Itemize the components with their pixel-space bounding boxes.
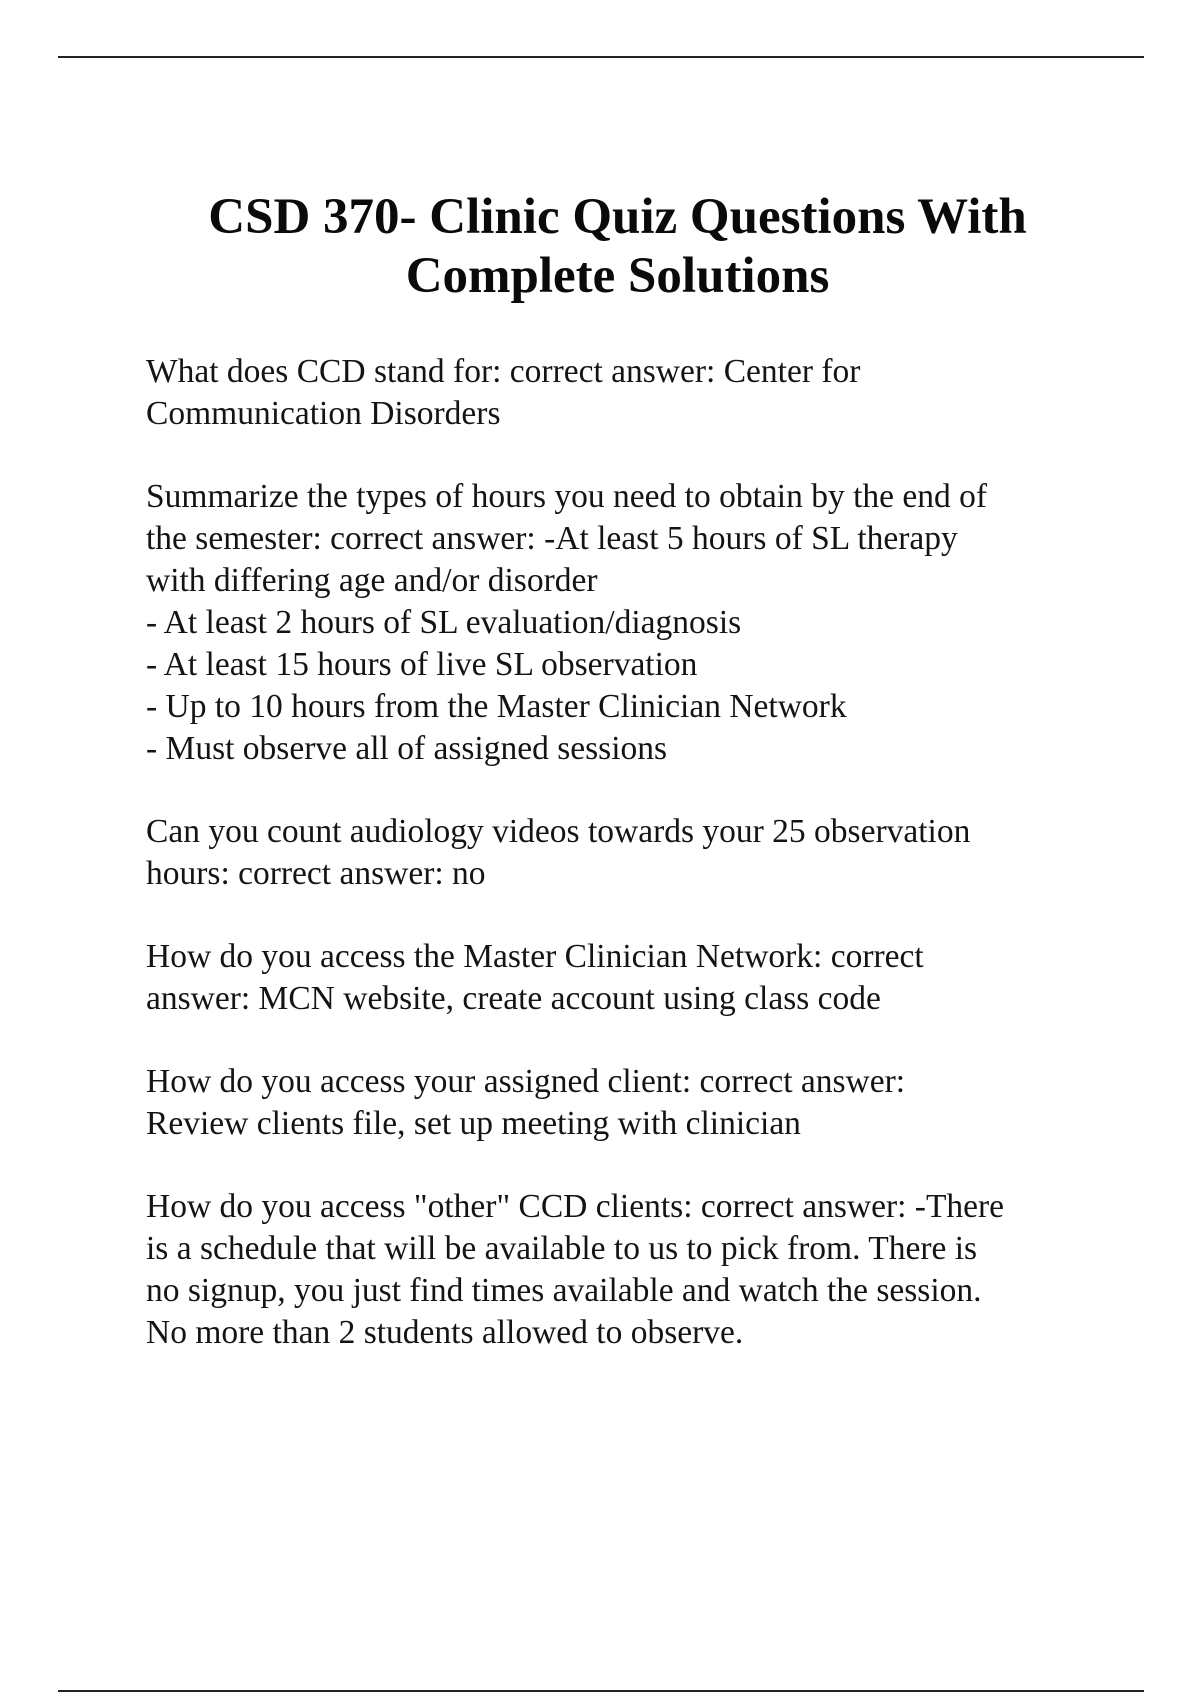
qa-line: answer: MCN website, create account using class code — [146, 980, 881, 1017]
title-line: Complete Solutions — [405, 248, 830, 304]
qa-line: Can you count audiology videos towards your 25 observation — [146, 813, 971, 850]
qa-line: - At least 15 hours of live SL observation — [146, 646, 698, 683]
qa-line: hours: correct answer: no — [146, 855, 486, 892]
title-line: CSD 370- Clinic Quiz Questions With — [208, 189, 1027, 245]
qa-line: How do you access "other" CCD clients: correct answer: -There — [146, 1188, 1005, 1225]
qa-line: Summarize the types of hours you need to obtain by the end of — [146, 478, 988, 515]
bottom-divider — [58, 1690, 1144, 1692]
qa-line: How do you access your assigned client: correct answer: — [146, 1063, 906, 1100]
qa-item-other-clients — [146, 1186, 1106, 1354]
page-title — [80, 188, 1155, 306]
qa-list — [146, 351, 1106, 1395]
qa-line: Communication Disorders — [146, 395, 501, 432]
qa-line: - Must observe all of assigned sessions — [146, 730, 668, 767]
qa-item-audiology-videos — [146, 811, 1106, 895]
qa-line: - At least 2 hours of SL evaluation/diagnosis — [146, 604, 742, 641]
qa-line: - Up to 10 hours from the Master Clinician Network — [146, 688, 847, 725]
qa-line: no signup, you just find times available and watch the session. — [146, 1272, 982, 1309]
qa-line: with differing age and/or disorder — [146, 562, 598, 599]
qa-item-assigned-client — [146, 1061, 1106, 1145]
qa-line: the semester: correct answer: -At least 5 hours of SL therapy — [146, 520, 958, 557]
qa-line: How do you access the Master Clinician Network: correct — [146, 938, 924, 975]
top-divider — [58, 56, 1144, 58]
qa-line: is a schedule that will be available to us to pick from. There is — [146, 1230, 978, 1267]
qa-item-ccd-meaning — [146, 351, 1106, 435]
qa-line: What does CCD stand for: correct answer: Center for — [146, 353, 861, 390]
qa-line: No more than 2 students allowed to observe. — [146, 1314, 744, 1351]
qa-line: Review clients file, set up meeting with clinician — [146, 1105, 801, 1142]
qa-item-mcn-access — [146, 936, 1106, 1020]
qa-item-hours-summary — [146, 476, 1106, 770]
